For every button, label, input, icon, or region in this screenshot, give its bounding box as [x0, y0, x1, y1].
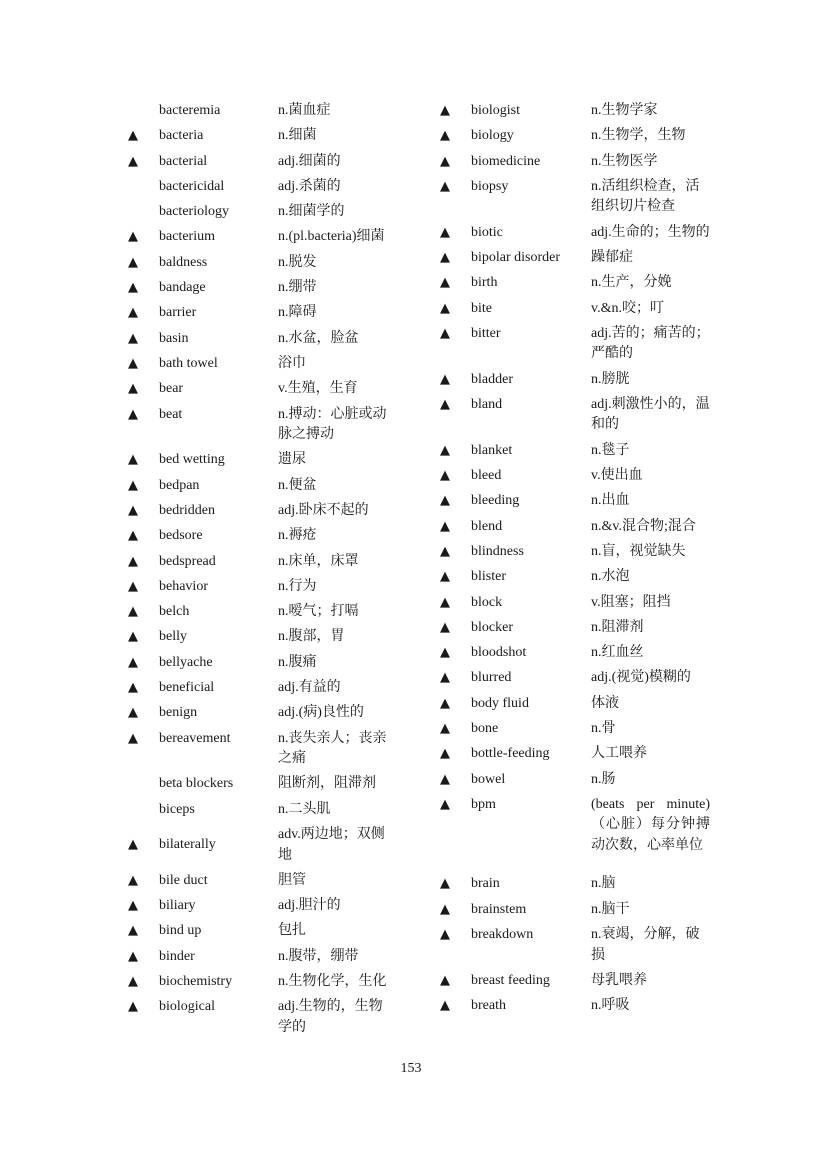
glossary-definition: n.细菌学的: [278, 204, 345, 220]
glossary-definition: 体液: [591, 695, 619, 711]
triangle-marker-icon: ▲: [128, 381, 138, 397]
glossary-term: bereavement: [159, 730, 231, 746]
glossary-term: bind up: [159, 923, 202, 939]
glossary-term: bladder: [471, 371, 513, 387]
glossary-term: blend: [471, 518, 503, 534]
glossary-definition: adj.胆汁的: [278, 898, 341, 914]
triangle-marker-icon: ▲: [440, 721, 450, 737]
glossary-definition: n.膀胱: [591, 371, 630, 387]
glossary-term: blocker: [471, 619, 513, 635]
glossary-entry: [440, 925, 710, 966]
glossary-term: blanket: [471, 442, 513, 458]
glossary-term: biology: [471, 128, 514, 144]
glossary-term: biotic: [471, 224, 503, 240]
triangle-marker-icon: ▲: [128, 305, 138, 321]
triangle-marker-icon: ▲: [440, 468, 450, 484]
glossary-entry: [128, 703, 394, 724]
glossary-term: bilaterally: [159, 837, 216, 853]
glossary-entry: [440, 177, 710, 218]
glossary-definition: adj.刺激性小的，温和的: [591, 396, 710, 433]
glossary-entry: [128, 354, 394, 375]
triangle-marker-icon: ▲: [440, 972, 450, 988]
triangle-marker-icon: ▲: [128, 872, 138, 888]
glossary-term: bath towel: [159, 355, 218, 371]
glossary-definition: adj.有益的: [278, 680, 341, 696]
triangle-marker-icon: ▲: [440, 128, 450, 144]
triangle-marker-icon: ▲: [128, 153, 138, 169]
triangle-marker-icon: ▲: [128, 229, 138, 245]
triangle-marker-icon: ▲: [440, 901, 450, 917]
glossary-term: bellyache: [159, 654, 213, 670]
glossary-entry: [128, 947, 394, 968]
glossary-definition: adj.卧床不起的: [278, 502, 369, 518]
glossary-definition: n.脑干: [591, 901, 630, 917]
glossary-entry: [440, 466, 710, 487]
glossary-term: brainstem: [471, 901, 527, 917]
triangle-marker-icon: ▲: [128, 680, 138, 696]
triangle-marker-icon: ▲: [128, 604, 138, 620]
glossary-entry: [128, 602, 394, 623]
glossary-entry: [440, 770, 710, 791]
glossary-term: bowel: [471, 771, 506, 787]
triangle-marker-icon: ▲: [440, 493, 450, 509]
glossary-definition: adj.细菌的: [278, 153, 341, 169]
glossary-term: binder: [159, 948, 195, 964]
glossary-entry: [440, 719, 710, 740]
triangle-marker-icon: ▲: [440, 224, 450, 240]
glossary-definition: adj.生命的；生物的: [591, 224, 710, 240]
glossary-definition: n.生产，分娩: [591, 275, 672, 291]
glossary-term: bandage: [159, 280, 206, 296]
glossary-entry: [128, 774, 394, 795]
glossary-entry: [128, 126, 394, 147]
glossary-entry: [440, 517, 710, 538]
glossary-definition: 母乳喂养: [591, 972, 647, 988]
glossary-term: bedspread: [159, 553, 216, 569]
glossary-definition: v.&n.咬；叮: [591, 300, 664, 316]
glossary-entry: [128, 379, 394, 400]
glossary-definition: n.毯子: [591, 442, 630, 458]
glossary-term: bear: [159, 381, 184, 397]
glossary-term: bipolar disorder: [471, 249, 561, 265]
glossary-entry: [128, 227, 394, 248]
glossary-entry: [440, 299, 710, 320]
triangle-marker-icon: ▲: [440, 371, 450, 387]
glossary-definition: n.脱发: [278, 254, 317, 270]
glossary-entry: [128, 278, 394, 299]
glossary-term: beat: [159, 406, 183, 422]
glossary-definition: n.脑: [591, 876, 616, 892]
glossary-definition: n.骨: [591, 721, 616, 737]
glossary-definition: adj.(视觉)模糊的: [591, 670, 691, 686]
glossary-entry: [440, 542, 710, 563]
glossary-entry: [440, 996, 710, 1017]
glossary-entry: [440, 491, 710, 512]
glossary-definition: n.阻滞剂: [591, 619, 644, 635]
triangle-marker-icon: ▲: [128, 999, 138, 1015]
glossary-entry: [128, 729, 394, 770]
triangle-marker-icon: ▲: [128, 898, 138, 914]
glossary-definition: n.&v.混合物;混合: [591, 518, 696, 534]
glossary-entry: [440, 593, 710, 614]
triangle-marker-icon: ▲: [440, 569, 450, 585]
triangle-marker-icon: ▲: [440, 249, 450, 265]
glossary-entry: [440, 668, 710, 689]
glossary-definition: v.阻塞；阻挡: [591, 594, 671, 610]
glossary-definition: n.生物学，生物: [591, 128, 686, 144]
triangle-marker-icon: ▲: [440, 695, 450, 711]
glossary-definition: n.嗳气；打嗝: [278, 604, 359, 620]
glossary-entry: [128, 678, 394, 699]
glossary-term: bactericidal: [159, 178, 225, 194]
triangle-marker-icon: ▲: [128, 923, 138, 939]
glossary-entry: [128, 972, 394, 993]
triangle-marker-icon: ▲: [440, 927, 450, 943]
glossary-definition: n.腹痛: [278, 654, 317, 670]
glossary-term: biomedicine: [471, 153, 541, 169]
glossary-definition: adj.杀菌的: [278, 178, 341, 194]
triangle-marker-icon: ▲: [128, 502, 138, 518]
triangle-marker-icon: ▲: [440, 594, 450, 610]
glossary-entry: [440, 795, 710, 857]
glossary-term: bacteriology: [159, 204, 229, 220]
glossary-term: bedsore: [159, 528, 203, 544]
triangle-marker-icon: ▲: [440, 796, 450, 812]
triangle-marker-icon: ▲: [128, 730, 138, 746]
triangle-marker-icon: ▲: [128, 629, 138, 645]
glossary-definition: n.二头肌: [278, 801, 331, 817]
glossary-term: blindness: [471, 543, 524, 559]
glossary-term: bacterial: [159, 153, 208, 169]
glossary-entry: [440, 324, 710, 365]
glossary-entry: [128, 653, 394, 674]
triangle-marker-icon: ▲: [128, 452, 138, 468]
glossary-definition: n.出血: [591, 493, 630, 509]
triangle-marker-icon: ▲: [440, 518, 450, 534]
triangle-marker-icon: ▲: [128, 254, 138, 270]
glossary-entry: [440, 223, 710, 244]
glossary-entry: [128, 450, 394, 471]
glossary-entry: [440, 874, 710, 895]
glossary-term: block: [471, 594, 503, 610]
glossary-term: bitter: [471, 325, 501, 341]
glossary-definition: n.褥疮: [278, 528, 317, 544]
glossary-term: benign: [159, 705, 198, 721]
glossary-entry: [128, 825, 394, 866]
glossary-term: bile duct: [159, 872, 208, 888]
glossary-entry: [128, 526, 394, 547]
glossary-term: baldness: [159, 254, 208, 270]
triangle-marker-icon: ▲: [440, 619, 450, 635]
glossary-definition: n.便盆: [278, 477, 317, 493]
glossary-entry: [440, 126, 710, 147]
glossary-definition: n.生物学家: [591, 103, 658, 118]
glossary-definition: n.绷带: [278, 280, 317, 296]
glossary-definition: n.行为: [278, 578, 317, 594]
glossary-definition: adj.苦的；痛苦的；严酷的: [591, 325, 710, 362]
glossary-entry: [128, 871, 394, 892]
glossary-term: bloodshot: [471, 645, 527, 661]
glossary-definition: v.使出血: [591, 468, 643, 484]
glossary-entry: [440, 152, 710, 173]
triangle-marker-icon: ▲: [128, 578, 138, 594]
glossary-term: biliary: [159, 898, 196, 914]
glossary-entry: [128, 552, 394, 573]
glossary-entry: [440, 971, 710, 992]
glossary-entry: [128, 101, 394, 122]
glossary-term: blister: [471, 569, 506, 585]
glossary-definition: 躁郁症: [591, 249, 633, 265]
triangle-marker-icon: ▲: [128, 837, 138, 853]
triangle-marker-icon: ▲: [128, 948, 138, 964]
glossary-entry: [128, 501, 394, 522]
glossary-definition: 遗尿: [278, 452, 306, 468]
glossary-entry: [128, 303, 394, 324]
glossary-definition: adj.生物的，生物学的: [278, 999, 383, 1035]
glossary-definition: n.肠: [591, 771, 616, 787]
glossary-definition: n.床单，床罩: [278, 553, 359, 569]
glossary-term: bone: [471, 721, 499, 737]
glossary-definition: n.(pl.bacteria)细菌: [278, 229, 385, 245]
glossary-entry: [440, 370, 710, 391]
glossary-term: biologist: [471, 103, 521, 118]
triangle-marker-icon: ▲: [440, 670, 450, 686]
triangle-marker-icon: ▲: [128, 705, 138, 721]
glossary-definition: v.生殖，生育: [278, 381, 358, 397]
triangle-marker-icon: ▲: [440, 771, 450, 787]
triangle-marker-icon: ▲: [128, 654, 138, 670]
triangle-marker-icon: ▲: [128, 406, 138, 422]
glossary-entry: [440, 694, 710, 715]
glossary-term: barrier: [159, 305, 197, 321]
glossary-definition: n.搏动：心脏或动脉之搏动: [278, 406, 387, 443]
glossary-term: bpm: [471, 796, 496, 812]
glossary-entry: [128, 921, 394, 942]
glossary-definition: 阻断剂，阻滞剂: [278, 776, 376, 792]
glossary-definition: n.障碍: [278, 305, 317, 321]
glossary-definition: n.腹部，胃: [278, 629, 345, 645]
glossary-entry: [440, 900, 710, 921]
glossary-entry: [128, 329, 394, 350]
glossary-term: bacteria: [159, 128, 204, 144]
glossary-left-column: [128, 101, 394, 1043]
glossary-entry: [440, 618, 710, 639]
triangle-marker-icon: ▲: [128, 477, 138, 493]
glossary-right-column: [440, 101, 710, 1021]
glossary-entry: [440, 101, 710, 122]
triangle-marker-icon: ▲: [128, 355, 138, 371]
glossary-entry: [440, 567, 710, 588]
triangle-marker-icon: ▲: [128, 330, 138, 346]
glossary-definition: n.细菌: [278, 128, 317, 144]
glossary-entry: [128, 405, 394, 446]
triangle-marker-icon: ▲: [128, 974, 138, 989]
glossary-entry: [128, 577, 394, 598]
glossary-term: beta blockers: [159, 776, 234, 792]
glossary-entry: [440, 441, 710, 462]
glossary-entry: [440, 395, 710, 436]
glossary-definition: adj.(病)良性的: [278, 705, 364, 721]
glossary-term: bottle-feeding: [471, 746, 550, 762]
glossary-entry: [128, 152, 394, 173]
glossary-definition: adv.两边地；双侧地: [278, 827, 385, 863]
page-number: 153: [400, 1061, 422, 1076]
glossary-definition: 人工喂养: [591, 746, 647, 762]
glossary-term: bleeding: [471, 493, 520, 509]
triangle-marker-icon: ▲: [440, 396, 450, 412]
glossary-definition: n.水盆，脸盆: [278, 330, 359, 346]
glossary-entry: [128, 896, 394, 917]
glossary-term: birth: [471, 275, 498, 291]
glossary-entry: [128, 476, 394, 497]
triangle-marker-icon: ▲: [440, 178, 450, 194]
glossary-term: body fluid: [471, 695, 529, 711]
triangle-marker-icon: ▲: [440, 746, 450, 762]
glossary-term: biceps: [159, 801, 195, 817]
glossary-entry: [128, 177, 394, 198]
triangle-marker-icon: ▲: [440, 275, 450, 291]
glossary-term: blurred: [471, 670, 512, 686]
glossary-term: biological: [159, 999, 215, 1015]
triangle-marker-icon: ▲: [128, 528, 138, 544]
glossary-term: bite: [471, 300, 492, 316]
glossary-term: breakdown: [471, 927, 534, 943]
glossary-term: bacteremia: [159, 103, 221, 118]
triangle-marker-icon: ▲: [440, 103, 450, 118]
triangle-marker-icon: ▲: [440, 325, 450, 341]
glossary-definition: n.生物医学: [591, 153, 658, 169]
triangle-marker-icon: ▲: [440, 645, 450, 661]
glossary-definition: 胆管: [278, 872, 306, 888]
glossary-definition: n.生物化学，生化: [278, 974, 387, 989]
glossary-definition: n.呼吸: [591, 998, 630, 1014]
glossary-term: biopsy: [471, 178, 509, 194]
glossary-term: bedridden: [159, 502, 215, 518]
glossary-term: bleed: [471, 468, 502, 484]
glossary-term: breath: [471, 998, 506, 1014]
glossary-definition: n.衰竭，分解，破损: [591, 927, 700, 963]
glossary-entry: [440, 273, 710, 294]
triangle-marker-icon: ▲: [128, 128, 138, 144]
glossary-term: basin: [159, 330, 189, 346]
triangle-marker-icon: ▲: [128, 280, 138, 296]
triangle-marker-icon: ▲: [440, 543, 450, 559]
glossary-term: biochemistry: [159, 974, 233, 989]
glossary-definition: (beats per minute)（心脏）每分钟搏动次数，心率单位: [591, 796, 710, 853]
triangle-marker-icon: ▲: [440, 153, 450, 169]
glossary-term: behavior: [159, 578, 208, 594]
glossary-entry: [440, 643, 710, 664]
glossary-definition: 包扎: [278, 923, 306, 939]
glossary-entry: [440, 248, 710, 269]
glossary-definition: n.腹带，绷带: [278, 948, 359, 964]
triangle-marker-icon: ▲: [440, 300, 450, 316]
glossary-term: bland: [471, 396, 503, 412]
triangle-marker-icon: ▲: [440, 998, 450, 1014]
glossary-entry: [128, 202, 394, 223]
glossary-entry: [440, 744, 710, 765]
glossary-term: belly: [159, 629, 187, 645]
triangle-marker-icon: ▲: [440, 442, 450, 458]
glossary-entry: [128, 253, 394, 274]
glossary-definition: n.红血丝: [591, 645, 644, 661]
triangle-marker-icon: ▲: [128, 553, 138, 569]
glossary-term: belch: [159, 604, 190, 620]
glossary-definition: n.丧失亲人；丧亲之痛: [278, 730, 387, 767]
glossary-term: bedpan: [159, 477, 200, 493]
glossary-term: bed wetting: [159, 452, 225, 468]
glossary-definition: n.活组织检查，活组织切片检查: [591, 178, 700, 215]
glossary-definition: n.水泡: [591, 569, 630, 585]
glossary-term: brain: [471, 876, 500, 892]
glossary-definition: n.盲，视觉缺失: [591, 543, 686, 559]
glossary-term: beneficial: [159, 680, 215, 696]
triangle-marker-icon: ▲: [440, 876, 450, 892]
glossary-entry: [128, 627, 394, 648]
glossary-entry: [128, 997, 394, 1038]
glossary-definition: n.菌血症: [278, 103, 331, 118]
glossary-term: bacterium: [159, 229, 215, 245]
glossary-term: breast feeding: [471, 972, 550, 988]
glossary-entry: [128, 800, 394, 821]
glossary-definition: 浴巾: [278, 355, 306, 371]
